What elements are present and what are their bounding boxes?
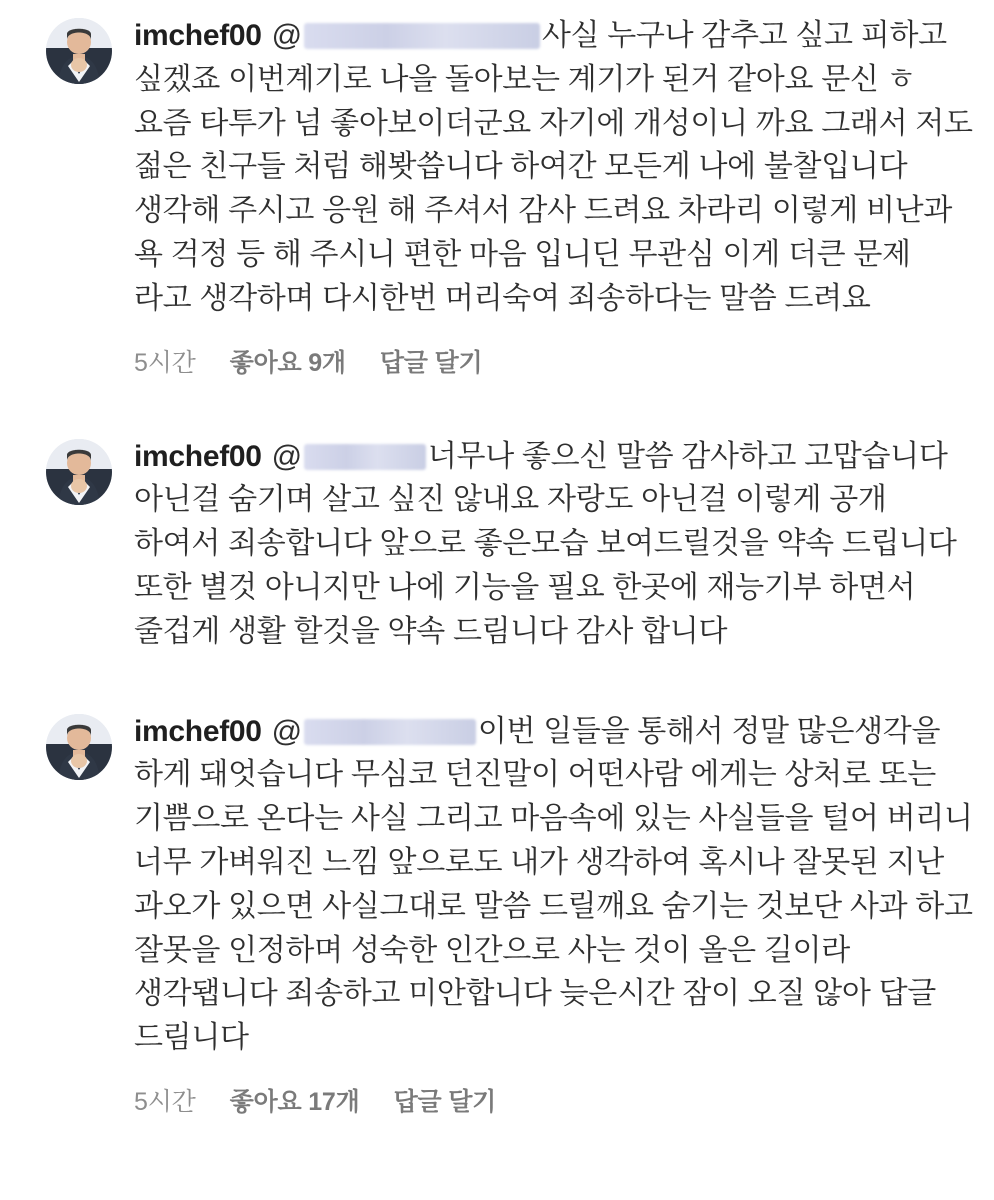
avatar-wrapper — [46, 710, 120, 780]
section-spacer — [0, 680, 994, 710]
comment-timestamp: 5시간 — [134, 348, 196, 377]
comment-body — [120, 435, 976, 654]
comment-item — [0, 14, 994, 379]
comment-username[interactable]: imchef00 — [134, 19, 262, 52]
section-spacer — [0, 405, 994, 435]
mention-at-symbol: @ — [271, 439, 302, 473]
comment-timestamp: 5시간 — [134, 1087, 196, 1116]
comment-meta — [134, 343, 976, 379]
comment-text-block — [134, 710, 976, 1060]
avatar[interactable] — [46, 439, 112, 505]
comment-meta — [134, 1082, 976, 1118]
comment-text: 사실 누구나 감추고 싶고 피하고 싶겠죠 이번계기로 나을 돌아보는 계기가 된거 같아요 문신 ㅎ 요즘 타투가 넘 좋아보이더군요 자기에 개성이니 까요 그래서 저도 젊은 친구들 처럼 해봣씁니다 하여간 모든게 나에 불찰입니다 생각해 주시고 응원 해 주셔서 감사 드려요 차라리 이렇게 비난과 욕 걱정 등 해 주시니 편한 마음 입니딘 무관심 이게 더큰 문제 라고 생각하며 다시한번 머리숙여 죄송하다는 말씀 드려요 — [134, 19, 973, 315]
comment-username[interactable]: imchef00 — [134, 439, 262, 473]
comment-reply-button[interactable]: 답글 달기 — [379, 348, 483, 377]
avatar-wrapper — [46, 435, 120, 505]
comment-reply-button[interactable]: 답글 달기 — [393, 1087, 497, 1116]
comment-item — [0, 710, 994, 1118]
redacted-mention — [304, 444, 426, 470]
comment-like-count[interactable]: 좋아요 17개 — [229, 1087, 360, 1116]
comment-text-block — [134, 14, 976, 321]
comment-item — [0, 435, 994, 654]
avatar[interactable] — [46, 714, 112, 780]
comment-body — [120, 14, 976, 379]
avatar-wrapper — [46, 14, 120, 84]
comment-username[interactable]: imchef00 — [134, 714, 262, 748]
comment-text-block — [134, 435, 976, 654]
redacted-mention — [304, 719, 476, 745]
comment-text: 너무나 좋으신 말씀 감사하고 고맙습니다 아닌걸 숨기며 살고 싶진 않내요 자랑도 아닌걸 이렇게 공개 하여서 죄송합니다 앞으로 좋은모습 보여드릴것을 약속 드립니다 또한 별것 아니지만 나에 기능을 필요 한곳에 재능기부 하면서 줄겁게 생활 할것을 약속 드림니다 감사 합니다 — [134, 439, 957, 648]
comment-body — [120, 710, 976, 1118]
mention-at-symbol: @ — [271, 19, 302, 52]
comment-text: 이번 일들을 통해서 정말 많은생각을 하게 돼엇습니다 무심코 던진말이 어떤사람 에게는 상처로 또는 기쁨으로 온다는 사실 그리고 마음속에 있는 사실들을 털어 버리니 너무 가벼워진 느낌 앞으로도 내가 생각하여 혹시나 잘못된 지난 과오가 있으면 사실그대로 말씀 드릴깨요 숨기는 것보단 사과 하고 잘못을 인정하며 성숙한 인간으로 사는 것이 올은 길이라 생각됍니다 죄송하고 미안합니다 늦은시간 잠이 오질 않아 답글 드림니다 — [134, 714, 973, 1055]
comment-like-count[interactable]: 좋아요 9개 — [229, 348, 346, 377]
redacted-mention — [304, 23, 540, 49]
avatar[interactable] — [46, 18, 112, 84]
mention-at-symbol: @ — [271, 714, 302, 748]
